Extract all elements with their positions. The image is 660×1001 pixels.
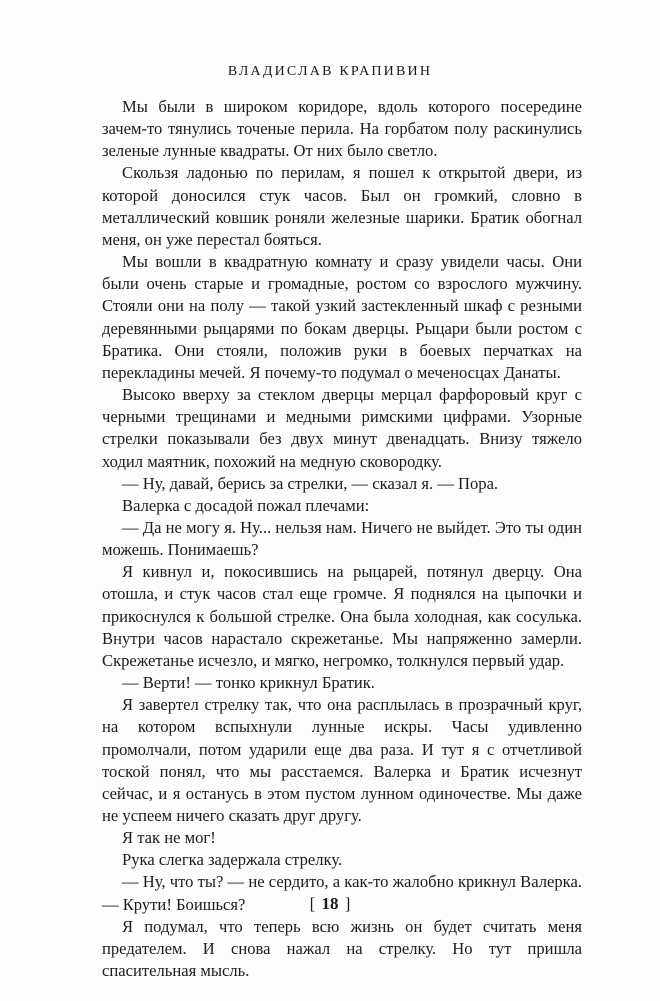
paragraph: — Да не могу я. Ну... нельзя нам. Ничего не выйдет. Это ты один можешь. Понимаешь? bbox=[102, 517, 582, 560]
paragraph: Я так не мог! bbox=[122, 828, 216, 848]
page-number: 18 bbox=[321, 894, 339, 913]
paragraph: Я подумал, что теперь всю жизнь он будет считать меня предателем. И снова нажал на стрелку. Но тут пришла спасительная мысль. bbox=[102, 916, 582, 981]
folio-bracket-right: ] bbox=[344, 894, 351, 913]
paragraph: Валерка с досадой пожал плечами: bbox=[122, 495, 370, 515]
folio-bracket-left: [ bbox=[309, 894, 316, 913]
paragraph: Я завертел стрелку так, что она расплылась в прозрачный круг, на котором вспыхнули лунные искры. Часы удивленно промолчали, потом ударили еще два раза. И тут я с отчетливой тоской понял, что мы расстаемся. Валерка и Братик исчезнут сейчас, и я останусь в этом пустом лунном одиночестве. Мы даже не успеем ничего сказать друг другу. bbox=[102, 695, 582, 825]
paragraph: Рука слегка задержала стрелку. bbox=[122, 850, 343, 870]
body-text bbox=[102, 96, 582, 982]
paragraph: — Верти! — тонко крикнул Братик. bbox=[122, 673, 375, 693]
running-head-author: ВЛАДИСЛАВ КРАПИВИН bbox=[227, 64, 433, 79]
paragraph: Мы были в широком коридоре, вдоль которого посередине зачем-то тянулись точеные перила. На горбатом полу раскинулись зеленые лунные квадраты. От них было светло. bbox=[102, 97, 582, 161]
paragraph: Мы вошли в квадратную комнату и сразу увидели часы. Они были очень старые и громадные, ростом со взрослого мужчину. Стояли они на полу — такой узкий застекленный шкаф с резными деревянными рыцарями по бокам дверцы. Рыцари были ростом с Братика. Они стояли, положив руки в боевых перчатках на перекладины мечей. Я почему-то подумал о меченосцах Данаты. bbox=[102, 252, 582, 382]
paragraph: Я кивнул и, покосившись на рыцарей, потянул дверцу. Она отошла, и стук часов стал еще громче. Я поднялся на цыпочки и прикоснулся к большой стрелке. Она была холодная, как сосулька. Внутри часов нарастало скрежетанье. Мы напряженно замерли. Скрежетанье исчезло, и мягко, негромко, толкнулся первый удар. bbox=[102, 562, 582, 670]
paragraph: Высоко вверху за стеклом дверцы мерцал фарфоровый круг с черными трещинами и медными римскими цифрами. Узорные стрелки показывали без двух минут двенадцать. Внизу тяжело ходил маятник, похожий на медную сковородку. bbox=[102, 385, 582, 471]
paragraph: Скользя ладонью по перилам, я пошел к открытой двери, из которой доносился стук часов. Был он громкий, словно в металлический ковшик роняли железные шарики. Братик обогнал меня, он уже перестал бояться. bbox=[102, 163, 582, 249]
paragraph: — Ну, что ты? — не сердито, а как-то жалобно крикнул Валерка. — Крути! Боишься? bbox=[102, 872, 582, 914]
paragraph: — Ну, давай, берись за стрелки, — сказал я. — Пора. bbox=[122, 473, 499, 493]
page-number-footer bbox=[0, 894, 660, 914]
